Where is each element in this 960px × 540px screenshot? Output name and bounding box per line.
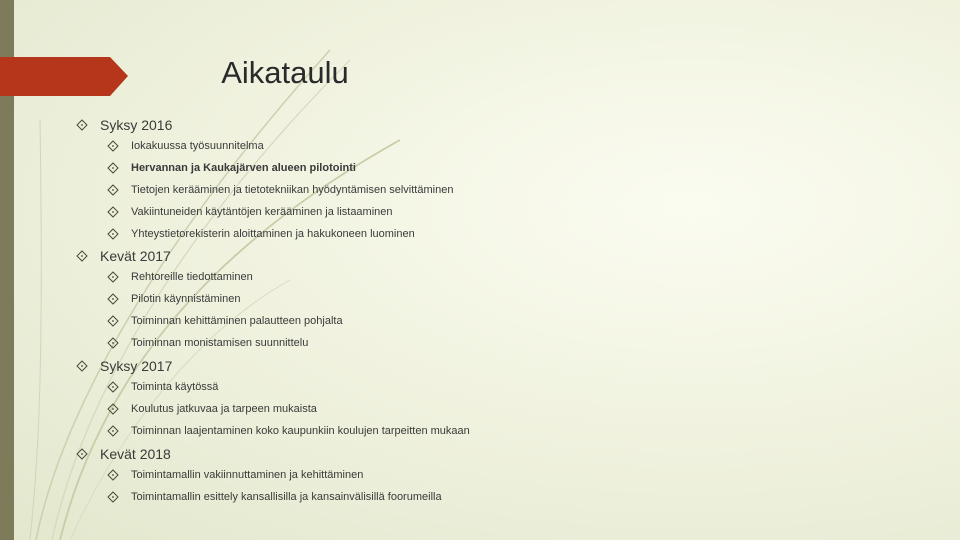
list-item-label: Yhteystietorekisterin aloittaminen ja hakukoneen luominen	[131, 228, 415, 240]
section-heading	[76, 358, 172, 374]
list-item-label: Koulutus jatkuvaa ja tarpeen mukaista	[131, 403, 317, 415]
list-item	[107, 403, 317, 415]
section-heading	[76, 248, 171, 264]
list-item	[107, 491, 442, 503]
list-item-label: Toiminnan laajentaminen koko kaupunkiin koulujen tarpeitten mukaan	[131, 425, 470, 437]
list-item-label: Iokakuussa työsuunnitelma	[131, 140, 264, 152]
diamond-bullet-icon	[107, 293, 119, 305]
diamond-bullet-icon	[76, 360, 88, 372]
section-heading	[76, 117, 172, 133]
diamond-bullet-icon	[107, 403, 119, 415]
list-item-label: Vakiintuneiden käytäntöjen kerääminen ja listaaminen	[131, 206, 393, 218]
list-item	[107, 469, 363, 481]
list-item	[107, 315, 343, 327]
list-item	[107, 425, 470, 437]
diamond-bullet-icon	[107, 206, 119, 218]
list-item	[107, 271, 253, 283]
list-item-label: Toimintamallin vakiinnuttaminen ja kehittäminen	[131, 469, 364, 481]
list-item-label: Pilotin käynnistäminen	[131, 293, 241, 305]
list-item	[107, 293, 240, 305]
list-item-label: Tietojen kerääminen ja tietotekniikan hyödyntämisen selvittäminen	[131, 184, 454, 196]
diamond-bullet-icon	[107, 228, 119, 240]
list-item-label: Toiminnan monistamisen suunnittelu	[131, 337, 309, 349]
diamond-bullet-icon	[107, 140, 119, 152]
diamond-bullet-icon	[107, 425, 119, 437]
diamond-bullet-icon	[107, 162, 119, 174]
section-heading-label: Syksy 2017	[100, 358, 173, 374]
diamond-bullet-icon	[107, 381, 119, 393]
diamond-bullet-icon	[76, 250, 88, 262]
section-heading	[76, 446, 171, 462]
list-item-label: Toiminta käytössä	[131, 381, 219, 393]
section-heading-label: Kevät 2017	[100, 248, 171, 264]
slide-title: Aikataulu	[221, 55, 349, 90]
diamond-bullet-icon	[107, 469, 119, 481]
list-item	[107, 184, 453, 196]
diamond-bullet-icon	[76, 119, 88, 131]
list-item	[107, 381, 218, 393]
list-item	[107, 228, 415, 240]
diamond-bullet-icon	[107, 491, 119, 503]
list-item	[107, 140, 264, 152]
list-item-label: Rehtoreille tiedottaminen	[131, 271, 253, 283]
diamond-bullet-icon	[107, 337, 119, 349]
list-item-label: Toimintamallin esittely kansallisilla ja kansainvälisillä foorumeilla	[131, 491, 442, 503]
section-heading-label: Syksy 2016	[100, 117, 173, 133]
list-item	[107, 337, 308, 349]
diamond-bullet-icon	[76, 448, 88, 460]
list-item	[107, 206, 393, 218]
diamond-bullet-icon	[107, 271, 119, 283]
section-heading-label: Kevät 2018	[100, 446, 171, 462]
list-item-label: Hervannan ja Kaukajärven alueen pilotointi	[131, 162, 356, 174]
list-item-label: Toiminnan kehittäminen palautteen pohjalta	[131, 315, 343, 327]
list-item	[107, 162, 356, 174]
diamond-bullet-icon	[107, 315, 119, 327]
diamond-bullet-icon	[107, 184, 119, 196]
